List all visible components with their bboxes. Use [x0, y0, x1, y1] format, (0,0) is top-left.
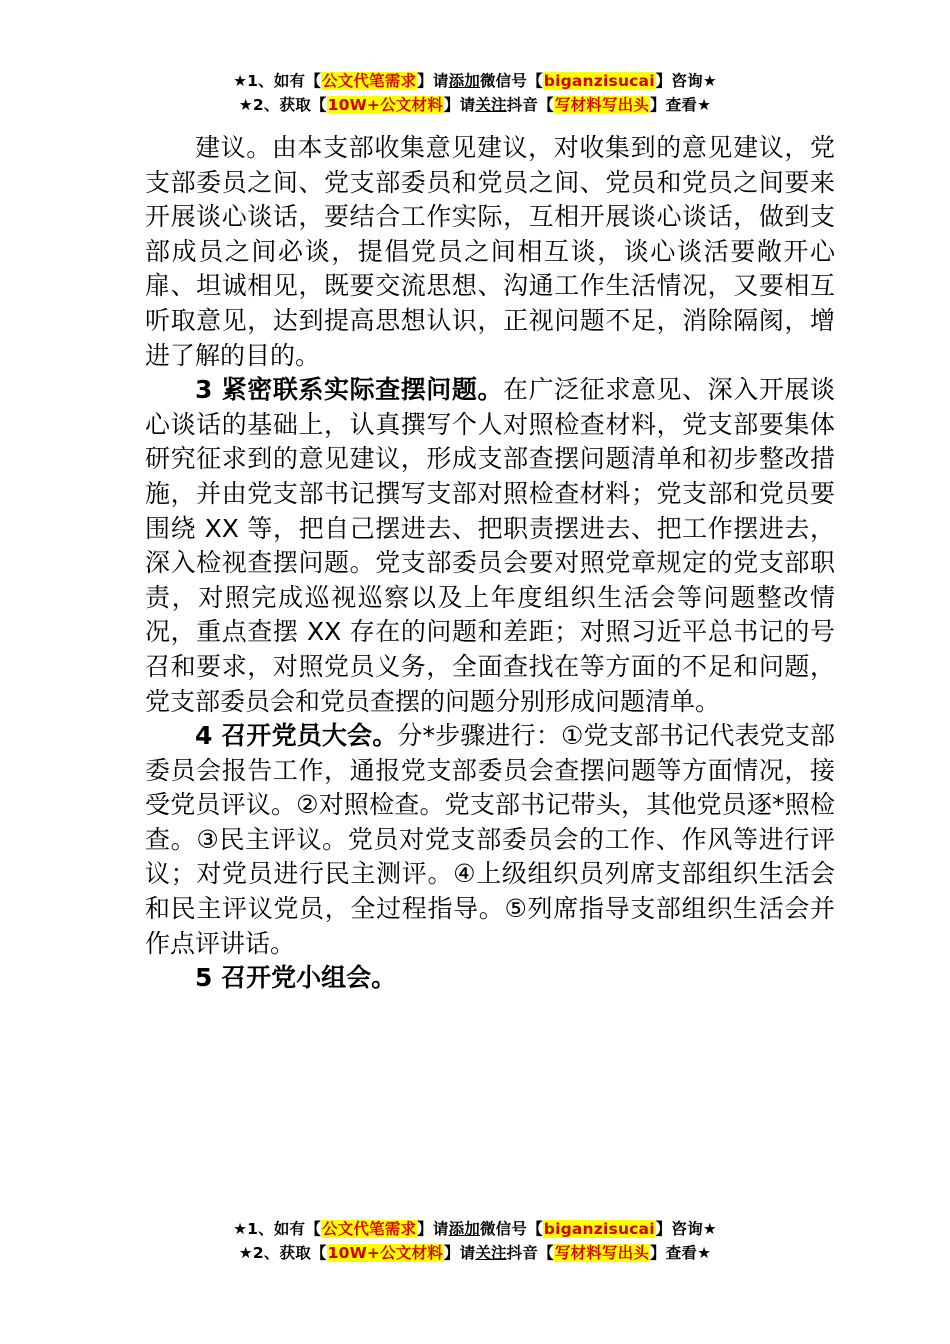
- banner-line-2: ★2、获取【10W+公文材料】请关注抖音【写材料写出头】查看★: [238, 1244, 712, 1262]
- highlight-wechat-id: biganzisucai: [543, 1220, 655, 1238]
- paragraph-group-meeting: [145, 961, 835, 996]
- document-body: [145, 131, 835, 996]
- banner-line-1: ★1、如有【公文代笔需求】请添加微信号【biganzisucai】咨询★: [233, 72, 717, 90]
- section-heading-4: 4 召开党员大会。: [195, 721, 398, 751]
- paragraph-party-meeting: 4 召开党员大会。分*步骤进行：①党支部书记代表党支部委员会报告工作，通报党支部委员会查摆问题等方面情况，接受党员评议。②对照检查。党支部书记带头，其他党员逐*照检查。③民主评议。党员对党支部委员会的工作、作风等进行评议；对党员进行民主测评。④上级组织员列席支部组织生活会和民主评议党员，全过程指导。⑤列席指导支部组织生活会并作点评讲话。: [145, 721, 835, 958]
- highlight-douyin-account: 写材料写出头: [554, 1244, 650, 1262]
- paragraph-find-problems: 3 紧密联系实际查摆问题。在广泛征求意见、深入开展谈心谈话的基础上，认真撰写个人对照检查材料，党支部要集体研究征求到的意见建议，形成支部查摆问题清单和初步整改措施，并由党支部书记撰写支部对照检查材料；党支部和党员要围绕 XX 等，把自己摆进去、把职责摆进去、把工作摆进去，深入检视查摆问题。党支部委员会要对照党章规定的党支部职责，对照完成巡视巡察以及上年度组织生活会等问题整改情况，重点查摆 XX 存在的问题和差距；对照习近平总书记的号召和要求，对照党员义务，全面查找在等方面的不足和问题，党支部委员会和党员查摆的问题分别形成问题清单。: [145, 375, 835, 716]
- section-heading-3: 3 紧密联系实际查摆问题。: [195, 375, 504, 405]
- highlight-materials: 10W+公文材料: [327, 96, 443, 114]
- highlight-douyin-account: 写材料写出头: [554, 96, 650, 114]
- banner-line-2: ★2、获取【10W+公文材料】请关注抖音【写材料写出头】查看★: [238, 96, 712, 114]
- highlight-wechat-id: biganzisucai: [543, 72, 655, 90]
- section-heading-5: 5 召开党小组会。: [195, 963, 397, 993]
- banner-top: [0, 69, 950, 117]
- paragraph-suggestions: 建议。由本支部收集意见建议，对收集到的意见建议，党支部委员之间、党支部委员和党员之间、党员和党员之间要来开展谈心谈话，要结合工作实际，互相开展谈心谈话，做到支部成员之间必谈，提倡党员之间相互谈，谈心谈活要敞开心扉、坦诚相见，既要交流思想、沟通工作生活情况，又要相互听取意见，达到提高思想认识，正视问题不足，消除隔阂，增进了解的目的。: [145, 133, 835, 370]
- banner-line-1: ★1、如有【公文代笔需求】请添加微信号【biganzisucai】咨询★: [233, 1220, 717, 1238]
- banner-bottom: [0, 1217, 950, 1265]
- highlight-ghostwriting: 公文代笔需求: [321, 72, 417, 90]
- highlight-materials: 10W+公文材料: [327, 1244, 443, 1262]
- highlight-ghostwriting: 公文代笔需求: [321, 1220, 417, 1238]
